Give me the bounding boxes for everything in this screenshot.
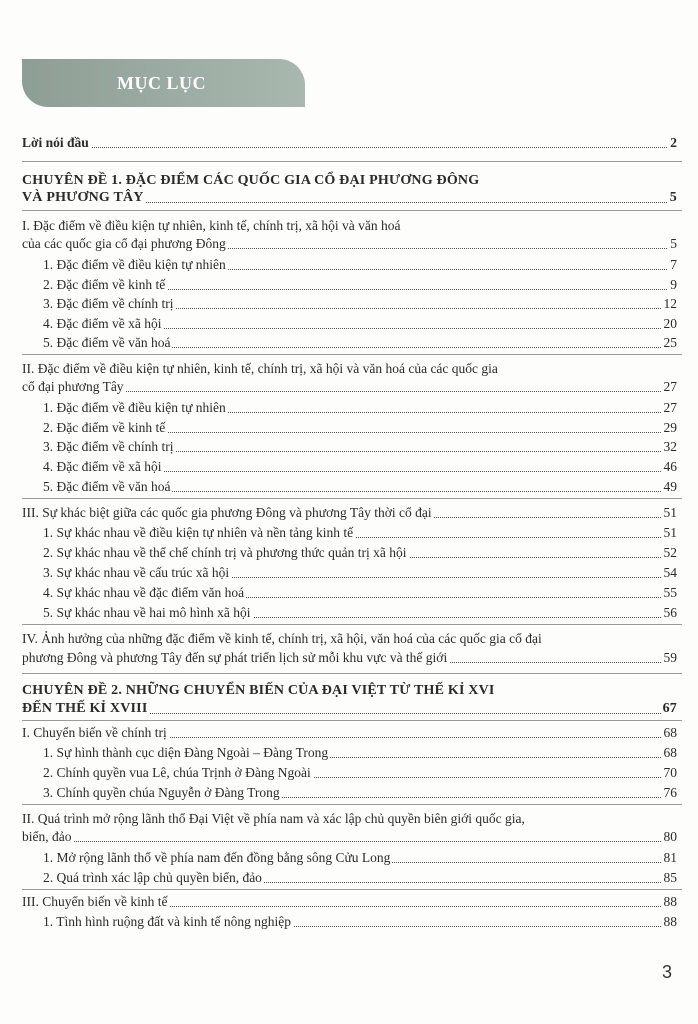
divider [22, 161, 682, 162]
toc-entry[interactable]: 1. Đặc điểm về điều kiện tự nhiên 27 [43, 400, 677, 415]
topic1-section1-line2[interactable]: của các quốc gia cổ đại phương Đông 5 [22, 236, 677, 251]
topic1-section3[interactable]: III. Sự khác biệt giữa các quốc gia phương Đông và phương Tây thời cổ đại 51 [22, 505, 677, 520]
divider [22, 624, 682, 625]
toc-entry[interactable]: 3. Đặc điểm về chính trị 12 [43, 296, 677, 311]
topic2-section1[interactable]: I. Chuyển biến về chính trị 68 [22, 725, 677, 740]
topic2-title-line1[interactable]: CHUYÊN ĐỀ 2. NHỮNG CHUYỂN BIẾN CỦA ĐẠI VIỆT TỪ THẾ KỈ XVI [22, 683, 495, 698]
toc-entry[interactable]: 3. Chính quyền chúa Nguyễn ở Đàng Trong 76 [43, 785, 677, 800]
topic1-section2-line2[interactable]: cổ đại phương Tây 27 [22, 379, 677, 394]
toc-entry[interactable]: 1. Sự khác nhau về điều kiện tự nhiên và nền tảng kinh tế 51 [43, 525, 677, 540]
toc-entry[interactable]: 2. Đặc điểm về kinh tế 29 [43, 420, 677, 435]
divider [22, 889, 682, 890]
topic1-section4-line2[interactable]: phương Đông và phương Tây đến sự phát triển lịch sử mỗi khu vực và thế giới 59 [22, 650, 677, 665]
toc-entry-page: 2 [670, 135, 677, 150]
toc-entry[interactable]: 2. Quá trình xác lập chủ quyền biển, đảo 85 [43, 870, 677, 885]
divider [22, 720, 682, 721]
divider [22, 673, 682, 674]
toc-header-banner [22, 59, 305, 107]
toc-entry[interactable]: 1. Tình hình ruộng đất và kinh tế nông nghiệp 88 [43, 914, 677, 929]
toc-entry[interactable]: 1. Đặc điểm về điều kiện tự nhiên 7 [43, 257, 677, 272]
toc-entry[interactable]: 2. Sự khác nhau về thể chế chính trị và phương thức quản trị xã hội 52 [43, 545, 677, 560]
divider [22, 354, 682, 355]
topic2-section3[interactable]: III. Chuyển biến về kinh tế 88 [22, 894, 677, 909]
toc-entry[interactable]: 5. Sự khác nhau về hai mô hình xã hội 56 [43, 605, 677, 620]
toc-entry[interactable]: 2. Chính quyền vua Lê, chúa Trịnh ở Đàng Ngoài 70 [43, 765, 677, 780]
toc-entry[interactable]: 3. Đặc điểm về chính trị 32 [43, 439, 677, 454]
toc-entry-page: 5 [669, 190, 677, 205]
toc-entry-page: 5 [670, 236, 677, 251]
toc-entry[interactable]: 2. Đặc điểm về kinh tế 9 [43, 277, 677, 292]
toc-entry[interactable]: 4. Đặc điểm về xã hội 20 [43, 316, 677, 331]
toc-title: MỤC LỤC [117, 73, 206, 93]
toc-entry[interactable]: 4. Đặc điểm về xã hội 46 [43, 459, 677, 474]
topic1-section4-line1[interactable]: IV. Ảnh hưởng của những đặc điểm về kinh tế, chính trị, xã hội, văn hoá của các quốc gia cổ đại [22, 631, 542, 646]
toc-entry-label: Lời nói đầu [22, 135, 89, 150]
divider [22, 498, 682, 499]
topic1-section2-line1[interactable]: II. Đặc điểm về điều kiện tự nhiên, kinh tế, chính trị, xã hội và văn hoá của các quốc gia [22, 361, 498, 376]
toc-entry[interactable]: 3. Sự khác nhau về cấu trúc xã hội 54 [43, 565, 677, 580]
page-number: 3 [661, 962, 672, 982]
divider [22, 210, 682, 211]
toc-entry[interactable]: 1. Mở rộng lãnh thổ về phía nam đến đồng bằng sông Cửu Long 81 [43, 850, 677, 865]
toc-entry[interactable]: 1. Sự hình thành cục diện Đàng Ngoài – Đàng Trong 68 [43, 745, 677, 760]
topic2-section2-line1[interactable]: II. Quá trình mở rộng lãnh thổ Đại Việt về phía nam và xác lập chủ quyền biên giới quốc gia, [22, 811, 525, 826]
topic2-section2-line2[interactable]: biển, đảo 80 [22, 829, 677, 844]
toc-entry[interactable]: 5. Đặc điểm về văn hoá 25 [43, 335, 677, 350]
topic1-title-line2[interactable]: VÀ PHƯƠNG TÂY 5 [22, 190, 677, 205]
toc-entry[interactable]: 5. Đặc điểm về văn hoá 49 [43, 479, 677, 494]
toc-entry-preface[interactable] [22, 134, 677, 152]
topic2-title-line2[interactable]: ĐẾN THẾ KỈ XVIII 67 [22, 701, 677, 716]
divider [22, 804, 682, 805]
toc-entry[interactable]: 4. Sự khác nhau về đặc điểm văn hoá 55 [43, 585, 677, 600]
topic1-section1-line1[interactable]: I. Đặc điểm về điều kiện tự nhiên, kinh tế, chính trị, xã hội và văn hoá [22, 218, 401, 233]
topic1-title-line1[interactable]: CHUYÊN ĐỀ 1. ĐẶC ĐIỂM CÁC QUỐC GIA CỔ ĐẠI PHƯƠNG ĐÔNG [22, 173, 480, 188]
